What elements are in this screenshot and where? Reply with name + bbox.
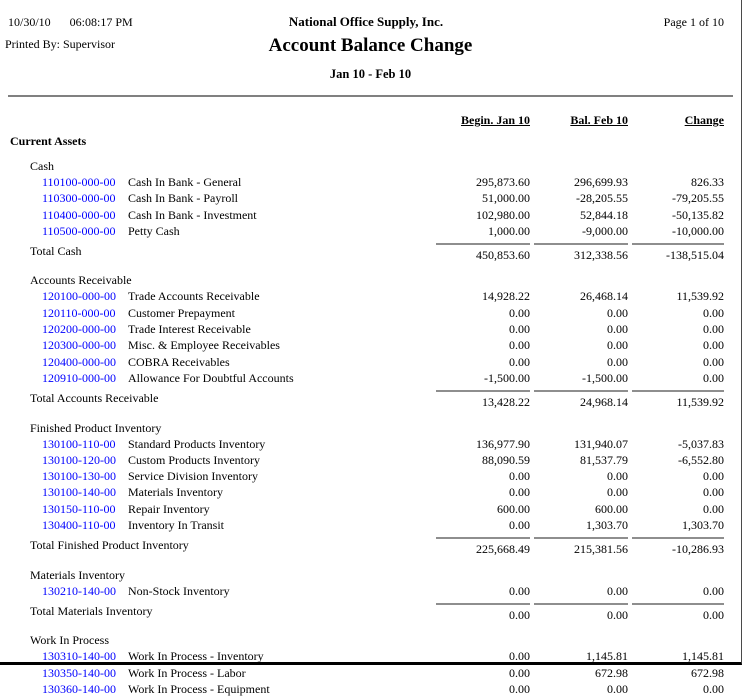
row-indent [0,337,42,353]
account-description: Petty Cash [128,223,180,238]
account-row [0,207,741,223]
begin-balance-value: 0.00 [509,305,530,320]
row-indent [0,648,42,664]
account-number-link[interactable]: 120300-000-00 [42,338,116,353]
page-indicator: Page 1 of 10 [663,15,724,29]
section-total-label: Total Accounts Receivable [30,391,159,406]
change-value: 826.33 [691,175,724,189]
total-balance-value: 0.00 [534,603,628,623]
account-row [0,354,741,370]
section-heading: Accounts Receivable [30,273,132,288]
total-begin-value: 0.00 [436,603,530,623]
balance-value: 296,699.93 [574,175,628,189]
row-indent [0,468,42,484]
change-value: 0.00 [703,305,724,320]
total-balance-value: 312,338.56 [534,243,628,263]
account-description: Standard Products Inventory [128,436,266,451]
account-row [0,223,741,239]
column-header-begin: Begin. Jan 10 [460,113,530,127]
account-description: Work In Process - Equipment [128,681,270,696]
total-begin-value: 225,668.49 [436,537,530,557]
begin-balance-value: 295,873.60 [476,175,530,189]
total-change-value: -138,515.04 [632,243,724,263]
row-indent [0,436,42,452]
row-indent [0,517,42,533]
printed-by-label: Printed By: Supervisor [5,37,115,51]
account-description: Trade Interest Receivable [128,322,251,337]
account-row [0,452,741,468]
account-section [0,158,741,263]
begin-balance-value: 1,000.00 [488,223,530,238]
account-description: Cash In Bank - General [128,175,242,189]
balance-value: 0.00 [607,354,628,369]
account-number-link[interactable]: 120200-000-00 [42,322,116,337]
change-value: 0.00 [703,583,724,598]
account-section [0,272,741,410]
begin-balance-value: 51,000.00 [482,191,530,206]
account-number-link[interactable]: 130100-110-00 [42,436,116,451]
row-indent [0,288,42,304]
begin-balance-value: 102,980.00 [476,207,530,222]
account-number-link[interactable]: 130210-140-00 [42,583,116,598]
print-time: 06:08:17 PM [69,15,133,29]
account-row [0,337,741,353]
account-description: Work In Process - Labor [128,665,246,680]
account-number-link[interactable]: 130100-130-00 [42,469,116,484]
column-header-change: Change [684,113,724,127]
begin-balance-value: 136,977.90 [476,436,530,451]
begin-balance-value: 0.00 [509,518,530,533]
account-number-link[interactable]: 130100-140-00 [42,485,116,500]
section-total-row [0,390,741,410]
account-row [0,468,741,484]
print-date: 10/30/10 [8,15,51,29]
account-number-link[interactable]: 130310-140-00 [42,649,116,664]
section-total-label: Total Materials Inventory [30,603,153,618]
change-value: 1,145.81 [682,649,724,664]
account-row [0,583,741,599]
account-description: COBRA Receivables [128,354,230,369]
account-description: Non-Stock Inventory [128,583,230,598]
account-description: Inventory In Transit [128,518,224,533]
section-heading: Finished Product Inventory [30,420,162,435]
account-row [0,436,741,452]
change-value: 0.00 [703,501,724,516]
account-section [0,420,741,558]
section-heading: Cash [30,159,54,173]
balance-value: 600.00 [595,501,628,516]
change-value: 0.00 [703,370,724,385]
balance-value: 131,940.07 [574,436,628,451]
section-total-label: Total Finished Product Inventory [30,538,189,553]
begin-balance-value: 0.00 [509,338,530,353]
account-row [0,517,741,533]
account-row [0,665,741,681]
account-row [0,174,741,190]
begin-balance-value: 0.00 [509,681,530,696]
balance-value: 0.00 [607,338,628,353]
section-total-label: Total Cash [30,244,82,259]
account-number-link[interactable]: 110400-000-00 [42,207,116,222]
total-begin-value: 13,428.22 [436,390,530,410]
change-value: -6,552.80 [678,452,724,467]
column-header-balance: Bal. Feb 10 [570,113,628,127]
section-total-row [0,603,741,623]
account-number-link[interactable]: 120910-000-00 [42,370,116,385]
row-indent [0,174,42,190]
balance-value: 0.00 [607,322,628,337]
change-value: -10,000.00 [672,223,724,238]
row-indent [0,223,42,239]
account-description: Service Division Inventory [128,469,258,484]
begin-balance-value: 0.00 [509,485,530,500]
account-row [0,501,741,517]
balance-value: 81,537.79 [580,452,628,467]
change-value: 0.00 [703,322,724,337]
balance-value: -9,000.00 [582,223,628,238]
balance-value: 1,303.70 [586,518,628,533]
row-indent [0,305,42,321]
report-title: Account Balance Change [268,35,473,56]
total-change-value: 11,539.92 [632,390,724,410]
row-indent [0,501,42,517]
account-number-link[interactable]: 110300-000-00 [42,191,116,206]
change-value: 0.00 [703,469,724,484]
total-change-value: -10,286.93 [632,537,724,557]
balance-value: 0.00 [607,681,628,696]
account-description: Materials Inventory [128,485,223,500]
section-total-row [0,537,741,557]
account-row [0,305,741,321]
change-value: 11,539.92 [676,289,724,304]
change-value: 0.00 [703,485,724,500]
account-description: Cash In Bank - Payroll [128,191,238,206]
balance-value: -28,205.55 [576,191,628,206]
change-value: -5,037.83 [678,436,724,451]
account-number-link[interactable]: 110500-000-00 [42,223,116,238]
account-number-link[interactable]: 110100-000-00 [42,175,116,189]
company-name: National Office Supply, Inc. [288,14,444,29]
begin-balance-value: 0.00 [509,649,530,664]
account-number-link[interactable]: 130100-120-00 [42,452,116,467]
balance-value: 0.00 [607,485,628,500]
change-value: 0.00 [703,338,724,353]
account-number-link[interactable]: 130350-140-00 [42,665,116,680]
begin-balance-value: 0.00 [509,469,530,484]
account-row [0,288,741,304]
change-value: -50,135.82 [672,207,724,222]
account-section [0,567,741,624]
account-row [0,484,741,500]
header-divider [8,95,733,97]
begin-balance-value: 600.00 [497,501,530,516]
section-heading: Materials Inventory [30,567,125,582]
row-indent [0,681,42,697]
begin-balance-value: 0.00 [509,322,530,337]
section-heading: Work In Process [30,633,110,648]
change-value: 0.00 [703,681,724,696]
balance-value: 0.00 [607,469,628,484]
account-description: Trade Accounts Receivable [128,289,260,304]
report-period: Jan 10 - Feb 10 [329,67,412,81]
account-number-link[interactable]: 130400-110-00 [42,518,116,533]
account-description: Repair Inventory [128,501,210,516]
total-begin-value: 450,853.60 [436,243,530,263]
account-row [0,370,741,386]
account-number-link[interactable]: 130150-110-00 [42,501,116,516]
report-header-line1 [0,14,741,30]
begin-balance-value: 0.00 [509,665,530,680]
account-description: Customer Prepayment [128,305,235,320]
balance-value: 1,145.81 [586,649,628,664]
change-value: 672.98 [691,665,724,680]
balance-value: 0.00 [607,583,628,598]
begin-balance-value: 88,090.59 [482,452,530,467]
begin-balance-value: 0.00 [509,583,530,598]
group-heading: Current Assets [10,134,87,148]
account-description: Work In Process - Inventory [128,649,264,664]
report-body [0,158,741,697]
change-value: 0.00 [703,354,724,369]
account-description: Custom Products Inventory [128,452,260,467]
begin-balance-value: 0.00 [509,354,530,369]
change-value: 1,303.70 [682,518,724,533]
account-description: Cash In Bank - Investment [128,207,257,222]
section-total-row [0,243,741,263]
total-balance-value: 215,381.56 [534,537,628,557]
account-row [0,190,741,206]
total-change-value: 0.00 [632,603,724,623]
row-indent [0,484,42,500]
account-number-link[interactable]: 120100-000-00 [42,289,116,304]
change-value: -79,205.55 [672,191,724,206]
account-row [0,681,741,697]
column-header-row [0,113,741,127]
row-indent [0,452,42,468]
account-row [0,648,741,664]
row-indent [0,321,42,337]
row-indent [0,354,42,370]
begin-balance-value: -1,500.00 [484,370,530,385]
balance-value: 672.98 [595,665,628,680]
begin-balance-value: 14,928.22 [482,289,530,304]
account-row [0,321,741,337]
account-description: Allowance For Doubtful Accounts [128,370,294,385]
balance-value: -1,500.00 [582,370,628,385]
report-header-line2 [0,35,741,59]
balance-value: 52,844.18 [580,207,628,222]
total-balance-value: 24,968.14 [534,390,628,410]
row-indent [0,190,42,206]
account-description: Misc. & Employee Receivables [128,338,280,353]
row-indent [0,207,42,223]
account-number-link[interactable]: 120110-000-00 [42,305,116,320]
row-indent [0,583,42,599]
balance-value: 0.00 [607,305,628,320]
balance-value: 26,468.14 [580,289,628,304]
print-datetime [8,15,238,30]
account-number-link[interactable]: 130360-140-00 [42,681,116,696]
row-indent [0,665,42,681]
account-number-link[interactable]: 120400-000-00 [42,354,116,369]
row-indent [0,370,42,386]
